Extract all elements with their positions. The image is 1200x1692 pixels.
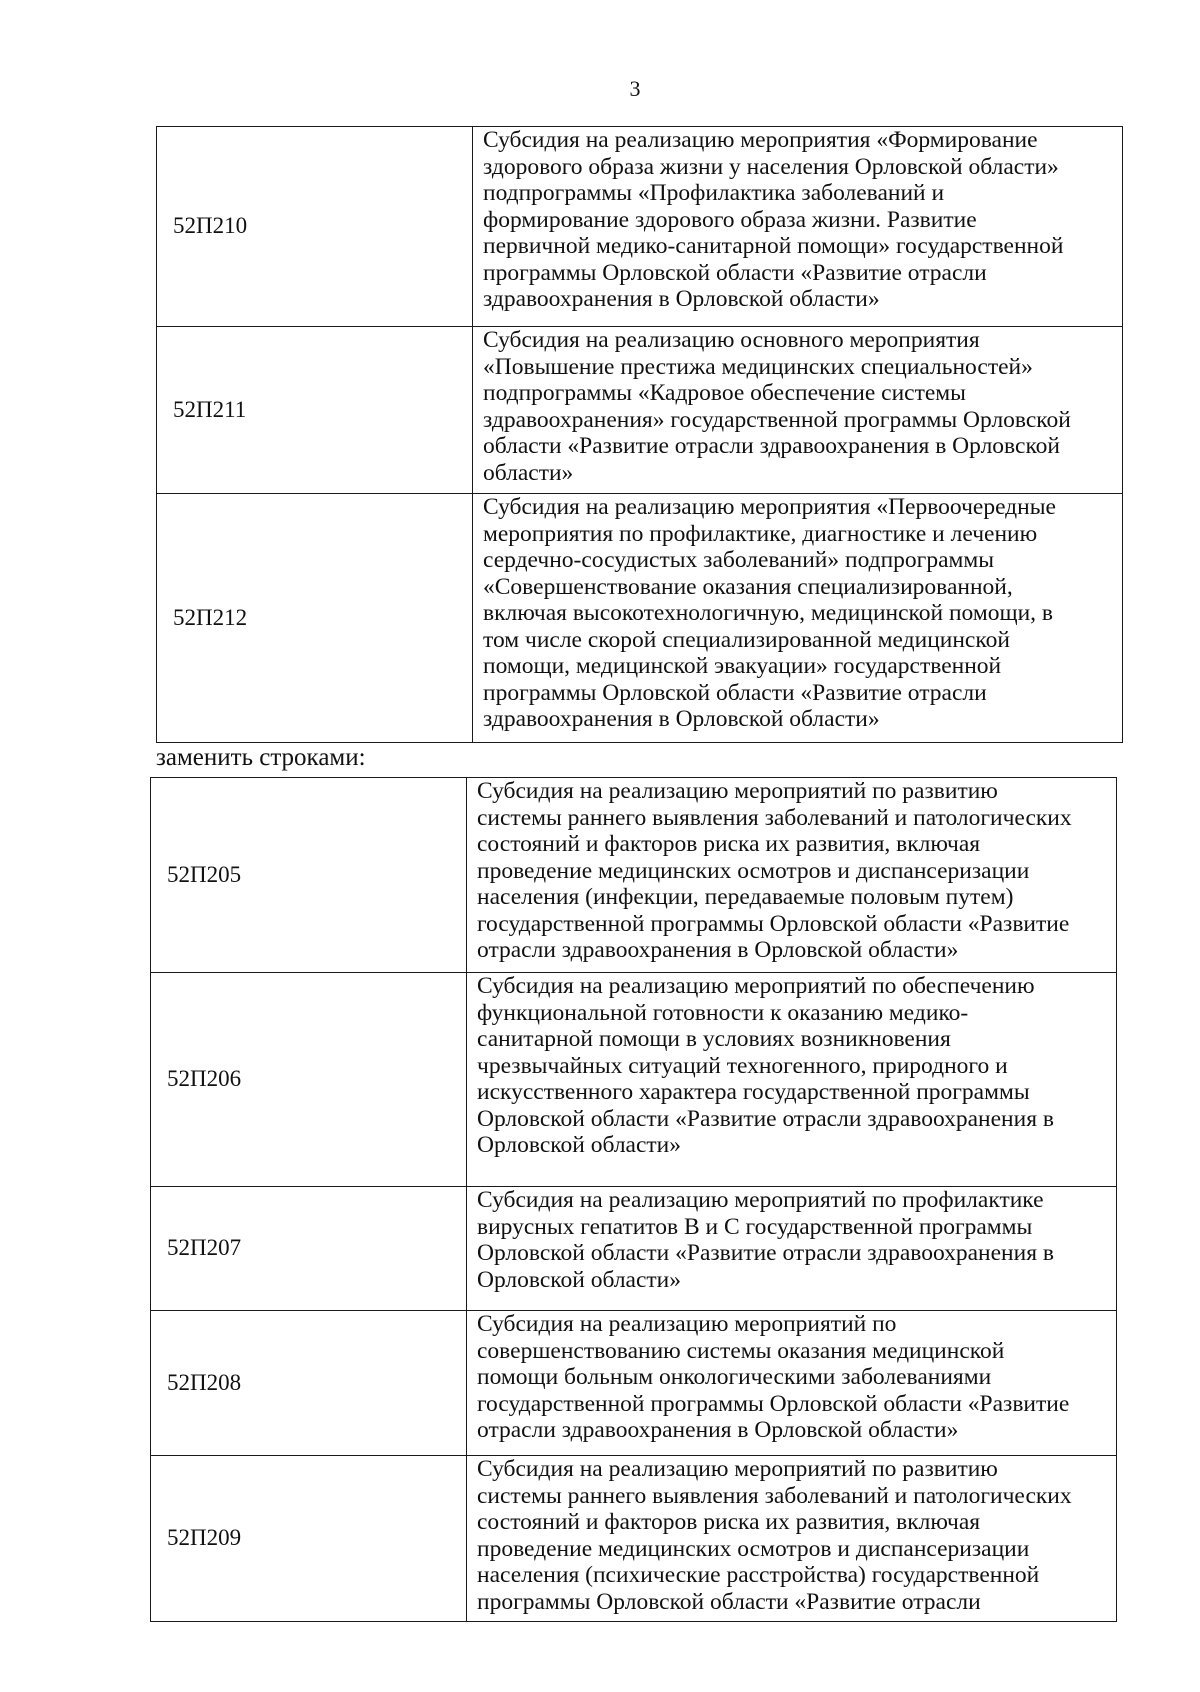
description-line: первичной медико-санитарной помощи» государственной bbox=[483, 233, 1064, 259]
description-line: совершенствованию системы оказания медицинской bbox=[477, 1337, 1005, 1364]
description-line: функциональной готовности к оказанию медико- bbox=[477, 999, 969, 1026]
description-line: формирование здорового образа жизни. Развитие bbox=[483, 206, 977, 233]
description-line: «Повышение престижа медицинских специальностей» bbox=[483, 353, 1033, 380]
replace-instruction: заменить строками: bbox=[156, 744, 366, 771]
description-line: отрасли здравоохранения в Орловской области» bbox=[477, 937, 959, 963]
description-line: области «Развитие отрасли здравоохранения в Орловской bbox=[483, 433, 1060, 459]
description-line: Орловской области» bbox=[477, 1266, 682, 1293]
description-line: том числе скорой специализированной медицинской bbox=[483, 626, 1010, 653]
description-line: вирусных гепатитов В и С государственной программы bbox=[477, 1213, 1033, 1240]
row-code: 52П209 bbox=[151, 1456, 467, 1622]
description-line: государственной программы Орловской области «Развитие bbox=[477, 1390, 1070, 1417]
table-row bbox=[151, 778, 1117, 973]
description-line: помощи больным онкологическими заболеваниями bbox=[477, 1364, 992, 1390]
row-code: 52П206 bbox=[151, 973, 467, 1187]
row-description bbox=[467, 973, 1117, 1187]
description-line: здравоохранения в Орловской области» bbox=[483, 286, 880, 312]
description-line: населения (инфекции, передаваемые половым путем) bbox=[477, 884, 1014, 910]
description-line: здравоохранения в Орловской области» bbox=[483, 706, 880, 732]
description-line: проведение медицинских осмотров и диспансеризации bbox=[477, 1535, 1030, 1562]
row-description bbox=[473, 494, 1123, 743]
description-line: подпрограммы «Кадровое обеспечение системы bbox=[483, 380, 966, 406]
description-line: населения (психические расстройства) государственной bbox=[477, 1562, 1040, 1588]
table-row bbox=[151, 1311, 1117, 1456]
description-line: Субсидия на реализацию мероприятий по развитию bbox=[477, 1456, 998, 1482]
table-row bbox=[151, 973, 1117, 1187]
description-line: подпрограммы «Профилактика заболеваний и bbox=[483, 180, 945, 206]
table-row bbox=[157, 127, 1123, 327]
description-line: системы раннего выявления заболеваний и патологических bbox=[477, 804, 1072, 831]
old-rows-table bbox=[156, 126, 1123, 743]
row-description bbox=[467, 1311, 1117, 1456]
table-row bbox=[151, 1187, 1117, 1311]
row-code: 52П210 bbox=[157, 127, 473, 327]
description-line: Субсидия на реализацию мероприятия «Формирование bbox=[483, 127, 1038, 153]
description-line: программы Орловской области «Развитие отрасли bbox=[483, 679, 987, 706]
description-line: отрасли здравоохранения в Орловской области» bbox=[477, 1417, 959, 1443]
table-row bbox=[157, 327, 1123, 494]
row-code: 52П211 bbox=[157, 327, 473, 494]
new-rows-table bbox=[150, 777, 1117, 1622]
row-code: 52П212 bbox=[157, 494, 473, 743]
description-line: здорового образа жизни у населения Орловской области» bbox=[483, 153, 1059, 180]
description-line: искусственного характера государственной программы bbox=[477, 1079, 1030, 1105]
page-number: 3 bbox=[629, 76, 641, 101]
description-line: Субсидия на реализацию основного мероприятия bbox=[483, 327, 980, 353]
description-line: области» bbox=[483, 459, 574, 486]
description-line: Субсидия на реализацию мероприятий по развитию bbox=[477, 778, 998, 804]
row-description bbox=[473, 127, 1123, 327]
description-line: чрезвычайных ситуаций техногенного, природного и bbox=[477, 1052, 1008, 1079]
description-line: мероприятия по профилактике, диагностике и лечению bbox=[483, 520, 1038, 547]
row-description bbox=[473, 327, 1123, 494]
description-line: Орловской области «Развитие отрасли здравоохранения в bbox=[477, 1240, 1054, 1266]
description-line: Субсидия на реализацию мероприятия «Первоочередные bbox=[483, 494, 1056, 520]
row-description bbox=[467, 1187, 1117, 1311]
row-code: 52П207 bbox=[151, 1187, 467, 1311]
description-line: системы раннего выявления заболеваний и патологических bbox=[477, 1482, 1072, 1509]
description-line: Субсидия на реализацию мероприятий по обеспечению bbox=[477, 973, 1035, 999]
description-line: Субсидия на реализацию мероприятий по bbox=[477, 1311, 897, 1337]
row-code: 52П208 bbox=[151, 1311, 467, 1456]
description-line: программы Орловской области «Развитие отрасли bbox=[483, 259, 987, 286]
description-line: государственной программы Орловской области «Развитие bbox=[477, 910, 1070, 937]
row-description bbox=[467, 1456, 1117, 1622]
description-line: Орловской области» bbox=[477, 1132, 682, 1158]
description-line: сердечно-сосудистых заболеваний» подпрограммы bbox=[483, 547, 995, 573]
description-line: «Совершенствование оказания специализированной, bbox=[483, 573, 1013, 600]
description-line: помощи, медицинской эвакуации» государственной bbox=[483, 653, 1002, 679]
row-description bbox=[467, 778, 1117, 973]
description-line: проведение медицинских осмотров и диспансеризации bbox=[477, 857, 1030, 884]
description-line: Орловской области «Развитие отрасли здравоохранения в bbox=[477, 1105, 1054, 1132]
description-line: включая высокотехнологичную, медицинской помощи, в bbox=[483, 600, 1053, 626]
description-line: санитарной помощи в условиях возникновения bbox=[477, 1026, 951, 1052]
description-line: состояний и факторов риска их развития, включая bbox=[477, 831, 981, 857]
table-row bbox=[157, 494, 1123, 743]
table-row bbox=[151, 1456, 1117, 1622]
description-line: Субсидия на реализацию мероприятий по профилактике bbox=[477, 1187, 1044, 1213]
description-line: программы Орловской области «Развитие отрасли bbox=[477, 1588, 981, 1615]
description-line: состояний и факторов риска их развития, включая bbox=[477, 1509, 981, 1535]
row-code: 52П205 bbox=[151, 778, 467, 973]
description-line: здравоохранения» государственной программы Орловской bbox=[483, 406, 1071, 433]
